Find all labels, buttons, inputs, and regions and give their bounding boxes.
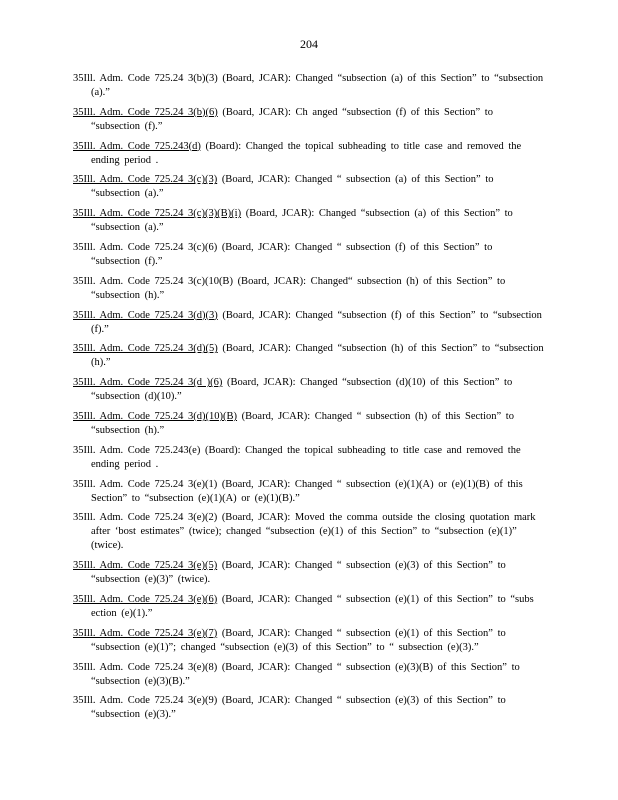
change-log-entry [73,376,545,404]
change-log-entry [73,410,545,438]
change-log-entry [73,627,545,655]
code-citation: 35Ill. Adm. Code 725.24 3(e)(2) [73,512,218,524]
change-log-entry [73,444,545,472]
change-log-list [73,72,549,728]
change-log-entry [73,593,545,621]
code-citation: 35Ill. Adm. Code 725.24 3(e)(5) [73,560,218,572]
change-log-entry [73,241,545,269]
change-log-entry [73,72,548,100]
change-log-entry [73,309,545,337]
code-citation: 35Ill. Adm. Code 725.24 3(d)(10)(B) [73,410,238,422]
change-log-entry [73,140,545,168]
change-log-entry [73,661,545,689]
change-description: (Board, JCAR): Changed “ subsection (a) of this Section” to “subsection (a).” [91,174,499,200]
page-number: 204 [300,37,318,51]
change-description: (Board, JCAR): Changed “subsection (a) of this Section” to “subsection (a).” [91,73,548,98]
code-citation: 35Ill. Adm. Code 725.24 3(d)(5) [73,343,218,355]
code-citation: 35Ill. Adm. Code 725.24 3(d )(6) [73,377,223,389]
change-description: (Board, JCAR): Changed “subsection (h) of this Section” to “subsection (h).” [91,343,549,369]
change-description: (Board, JCAR): Changed “ subsection (e)(1) of this Section” to “subsection (e)(1)”; changed “subsection (e)(3) of this Section” to “ subsection (e)(3).” [91,627,511,653]
change-description: (Board, JCAR): Changed “subsection (d)(10) of this Section” to “subsection (d)(10).” [91,377,517,403]
change-description: (Board, JCAR): Moved the comma outside the closing quotation mark after ‘bost estimates” (twice); changed “subsection (e)(1) of this Section” to “subsection (e)(1)” (twice). [91,512,541,552]
code-citation: 35Ill. Adm. Code 725.24 3(d)(3) [73,309,218,321]
code-citation: 35Ill. Adm. Code 725.24 3(e)(6) [73,593,218,605]
change-description: (Board, JCAR): Changed “ subsection (e)(1) of this Section” to “subs ection (e)(1).” [91,593,539,619]
change-description: (Board, JCAR): Changed “ subsection (e)(3) of this Section” to “subsection (e)(3).” [91,695,511,721]
change-description: (Board, JCAR): Changed “ subsection (e)(1)(A) or (e)(1)(B) of this Section” to “subsection (e)(1)(A) or (e)(1)(B).” [91,478,528,504]
change-description: (Board, JCAR): Changed “ subsection (h) of this Section” to “subsection (h).” [91,410,519,436]
change-description: (Board): Changed the topical subheading to title case and removed the ending period . [91,140,526,166]
code-citation: 35Ill. Adm. Code 725.24 3(b)(3) [73,73,218,84]
code-citation: 35Ill. Adm. Code 725.24 3(e)(7) [73,627,218,639]
change-log-entry [73,559,545,587]
change-log-entry [73,694,545,722]
change-description: (Board, JCAR): Changed “subsection (f) of this Section” to “subsection (f).” [91,309,547,335]
code-citation: 35Ill. Adm. Code 725.24 3(c)(6) [73,241,218,253]
change-log-entry [73,173,545,201]
code-citation: 35Ill. Adm. Code 725.24 3(e)(1) [73,478,218,490]
change-description: (Board): Changed the topical subheading to title case and removed the ending period . [91,444,526,470]
code-citation: 35Ill. Adm. Code 725.243(e) [73,444,201,456]
code-citation: 35Ill. Adm. Code 725.24 3(c)(3) [73,174,218,186]
change-description: (Board, JCAR): Changed “ subsection (e)(3) of this Section” to “subsection (e)(3)” (twice). [91,560,511,586]
change-description: (Board, JCAR): Changed “subsection (a) of this Section” to “subsection (a).” [91,208,518,234]
change-log-entry [73,342,549,370]
change-description: (Board, JCAR): Changed“ subsection (h) of this Section” to “subsection (h).” [91,275,510,301]
change-description: (Board, JCAR): Changed “ subsection (f) of this Section” to “subsection (f).” [91,241,497,267]
change-description: (Board, JCAR): Changed “ subsection (e)(3)(B) of this Section” to “subsection (e)(3)(B).” [91,661,525,687]
change-log-entry [73,275,545,303]
code-citation: 35Ill. Adm. Code 725.24 3(b)(6) [73,106,218,118]
change-log-entry [73,511,545,553]
code-citation: 35Ill. Adm. Code 725.24 3(e)(8) [73,661,218,673]
change-log-entry [73,478,545,506]
change-log-entry [73,207,545,235]
change-description: (Board, JCAR): Ch anged “subsection (f) of this Section” to “subsection (f).” [91,106,498,132]
code-citation: 35Ill. Adm. Code 725.24 3(e)(9) [73,695,218,707]
code-citation: 35Ill. Adm. Code 725.243(d) [73,140,201,152]
code-citation: 35Ill. Adm. Code 725.24 3(c)(3)(B)(i) [73,208,242,220]
code-citation: 35Ill. Adm. Code 725.24 3(c)(10(B) [73,275,233,287]
change-log-entry [73,106,545,134]
